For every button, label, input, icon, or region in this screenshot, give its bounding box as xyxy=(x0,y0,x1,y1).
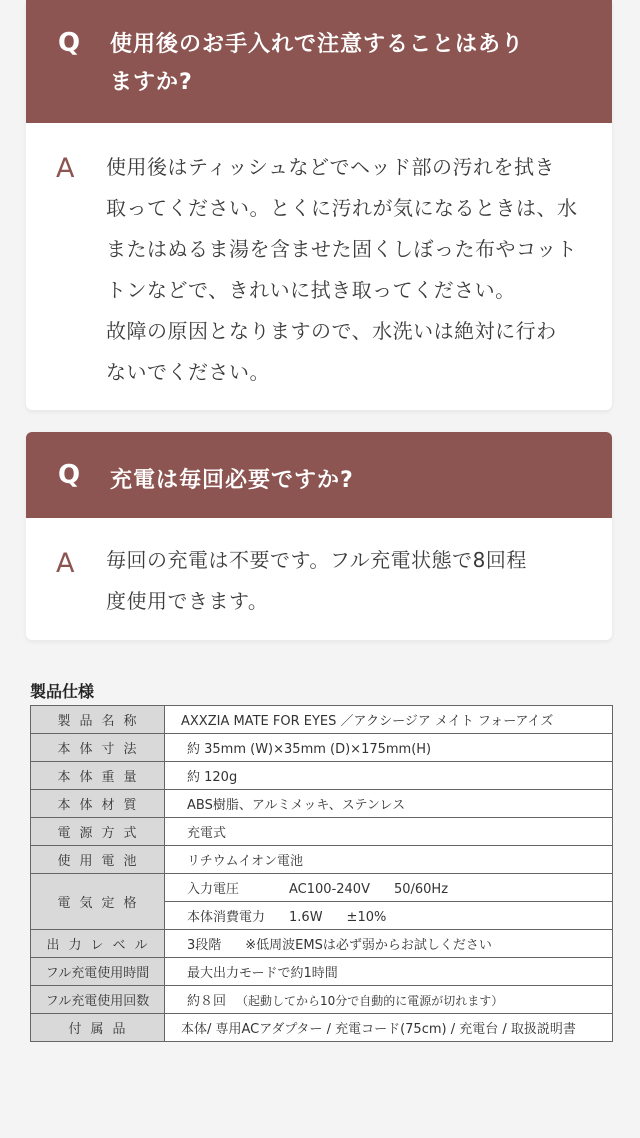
spec-label: 本体材質 xyxy=(31,790,165,818)
input-voltage-label: 入力電圧 xyxy=(187,882,240,897)
faq-card-1 xyxy=(26,0,612,410)
table-row xyxy=(31,986,613,1014)
spec-label: 使用電池 xyxy=(31,846,165,874)
spec-value: 最大出力モードで約1時間 xyxy=(165,958,613,986)
a-marker: A xyxy=(56,548,75,579)
q-marker: Q xyxy=(58,460,81,490)
table-row xyxy=(31,818,613,846)
spec-label: 電気定格 xyxy=(31,874,165,930)
spec-value: AXXZIA MATE FOR EYES ／アクシージア メイト フォーアイズ xyxy=(165,706,613,734)
spec-value: 充電式 xyxy=(165,818,613,846)
spec-value xyxy=(165,902,613,930)
question-bar xyxy=(26,0,612,123)
spec-value: 本体/ 専用ACアダプター / 充電コード(75cm) / 充電台 / 取扱説明書 xyxy=(165,1014,613,1042)
spec-label: 付属品 xyxy=(31,1014,165,1042)
table-row xyxy=(31,846,613,874)
spec-label: フル充電使用時間 xyxy=(31,958,165,986)
table-row xyxy=(31,874,613,902)
power-value: 1.6W xyxy=(289,910,323,925)
spec-note: ※低周波EMSは必ず弱からお試しください xyxy=(245,938,492,953)
table-row xyxy=(31,790,613,818)
spec-label: 出力レベル xyxy=(31,930,165,958)
faq-card-2 xyxy=(26,432,612,640)
spec-table xyxy=(30,705,613,1042)
table-row xyxy=(31,958,613,986)
question-text: 充電は毎回必要ですか? xyxy=(110,468,354,493)
answer-text: 使用後はティッシュなどでヘッド部の汚れを拭き 取ってください。とくに汚れが気になるときは、水 またはぬるま湯を含ませた固くしぼった布やコット トンなどで、きれいに拭き取ってください。 故障の原因となりますので、水洗いは絶対に行わ ないでください。 xyxy=(106,155,578,384)
table-row xyxy=(31,930,613,958)
spec-value: リチウムイオン電池 xyxy=(165,846,613,874)
answer-text: 毎回の充電は不要です。フル充電状態で8回程 度使用できます。 xyxy=(106,548,527,613)
spec-note: （起動してから10分で自動的に電源が切れます） xyxy=(236,994,504,1008)
spec-value: 3段階 ※低周波EMSは必ず弱からお試しください xyxy=(165,930,613,958)
spec-label: 本体寸法 xyxy=(31,734,165,762)
input-voltage-value: AC100-240V xyxy=(289,882,370,897)
spec-value xyxy=(165,874,613,902)
spec-label: 製品名称 xyxy=(31,706,165,734)
spec-value: 約 120g xyxy=(165,762,613,790)
power-label: 本体消費電力 xyxy=(187,910,266,925)
answer-body xyxy=(26,123,612,393)
spec-title: 製品仕様 xyxy=(30,682,95,701)
table-row xyxy=(31,762,613,790)
spec-value: 約 35mm (W)×35mm (D)×175mm(H) xyxy=(165,734,613,762)
q-marker: Q xyxy=(58,28,81,58)
spec-label: フル充電使用回数 xyxy=(31,986,165,1014)
spec-value: 約８回 （起動してから10分で自動的に電源が切れます） xyxy=(165,986,613,1014)
table-row xyxy=(31,706,613,734)
spec-label: 本体重量 xyxy=(31,762,165,790)
answer-body xyxy=(26,518,612,622)
spec-value: ABS樹脂、アルミメッキ、ステンレス xyxy=(165,790,613,818)
question-bar xyxy=(26,432,612,518)
table-row xyxy=(31,1014,613,1042)
a-marker: A xyxy=(56,153,75,184)
input-frequency: 50/60Hz xyxy=(393,882,449,897)
question-text: 使用後のお手入れで注意することはあり ますか? xyxy=(110,32,525,95)
table-row xyxy=(31,734,613,762)
spec-label: 電源方式 xyxy=(31,818,165,846)
power-tolerance: ±10% xyxy=(346,910,387,925)
